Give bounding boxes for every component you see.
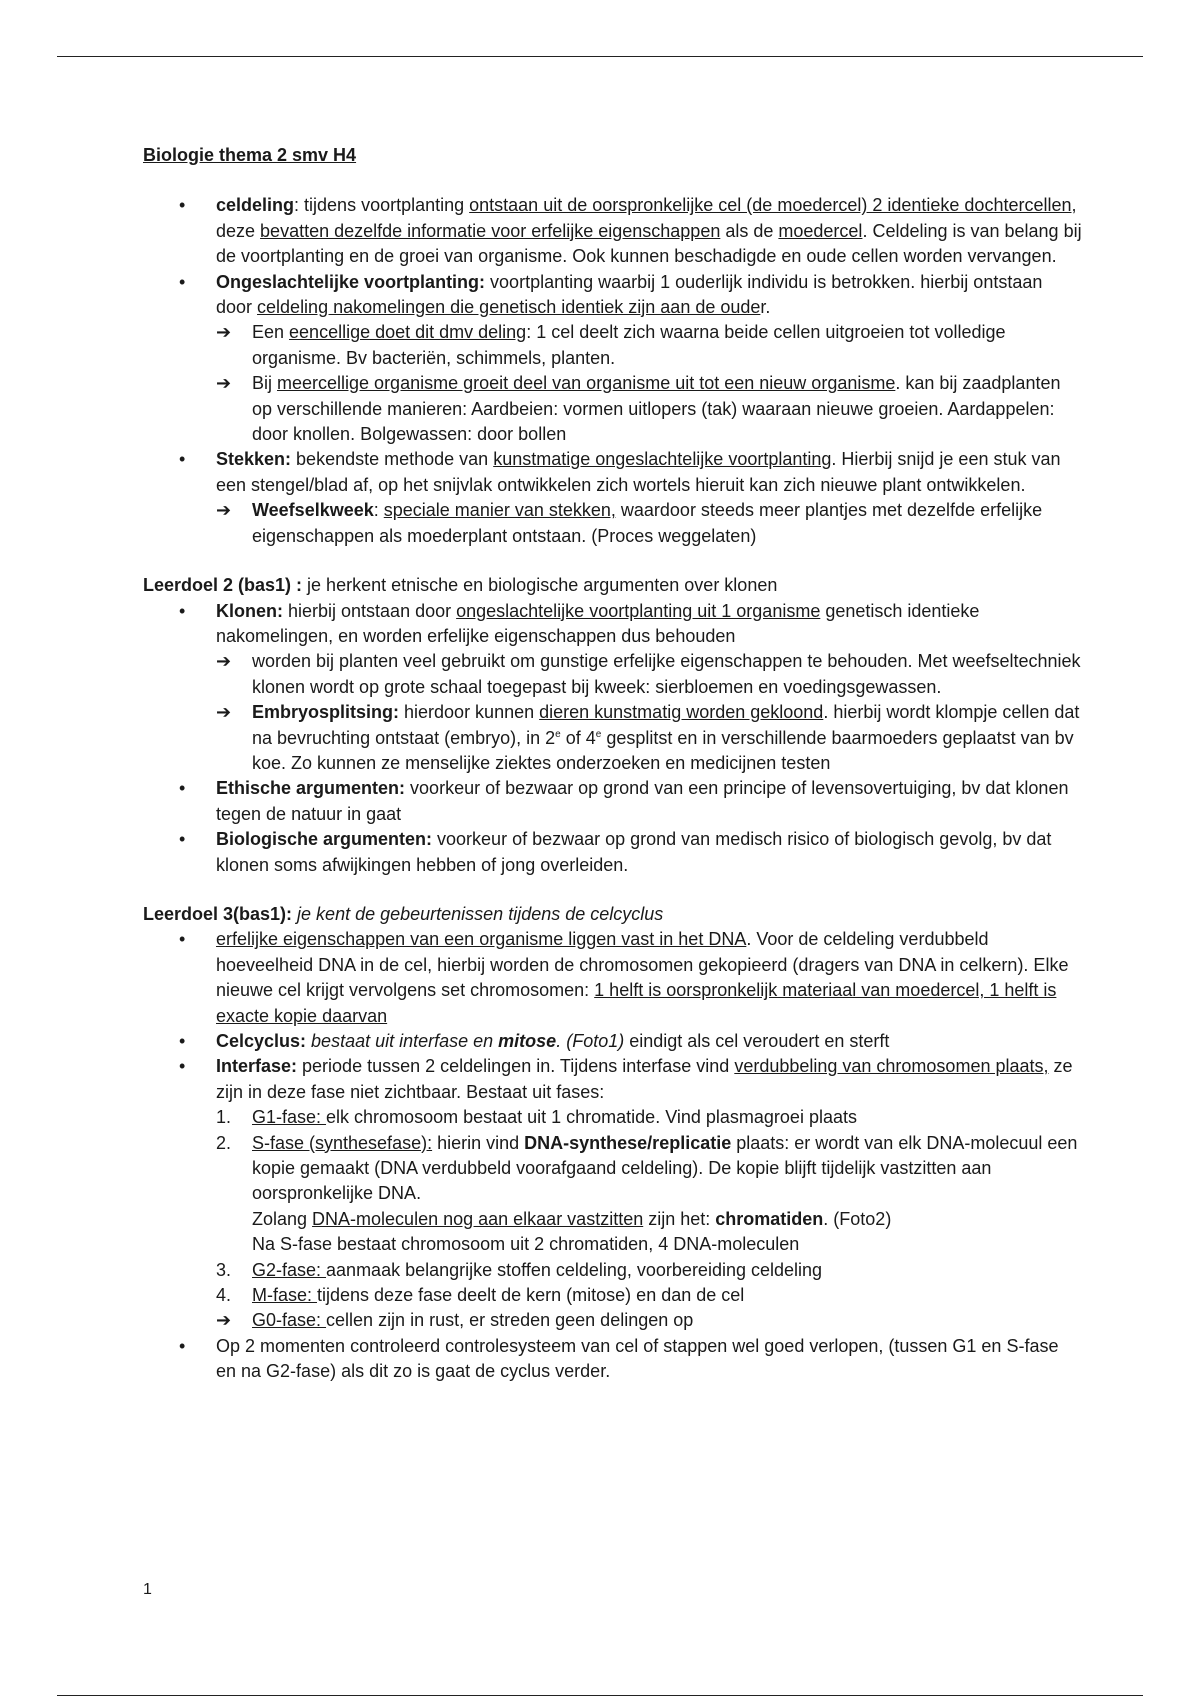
document-page <box>143 143 1083 1385</box>
arrow-right-icon: ➔ <box>216 651 232 672</box>
list-item-stekken: • Stekken: bekendste methode van kunstmatige ongeslachtelijke voortplanting. Hierbij snijd je een stuk van een stengel/blad af, op het snijvlak ontwikkelen zich wortels hieruit kan zich nieuwe plant ontwikkelen. <box>143 447 1083 498</box>
footer-rule <box>57 1695 1143 1696</box>
list-item-biologische-argumenten: • Biologische argumenten: voorkeur of bezwaar op grond van medisch risico of biologisch gevolg, bv dat klonen soms afwijkingen hebben of jong overleiden. <box>143 827 1083 878</box>
numbered-item-s-fase: 2. S-fase (synthesefase): hierin vind DNA-synthese/replicatie plaats: er wordt van elk DNA-molecuul een kopie gemaakt (DNA verdubbeld voorafgaand celdeling). De kopie blijft tijdelijk vastzitten aan oorspronkelijke DNA. Zolang DNA-moleculen nog aan elkaar vastzitten zijn het: chromatiden. (Foto2) Na S-fase bestaat chromosoom uit 2 chromatiden, 4 DNA-moleculen <box>216 1132 1078 1255</box>
sub-item-planten: ➔ worden bij planten veel gebruikt om gunstige erfelijke eigenschappen te behouden. Met weefseltechniek klonen wordt op grote schaal toegepast bij kweek: sierbloemen en voedingsgewassen. <box>216 651 1081 697</box>
section-heading-leerdoel-3: Leerdoel 3(bas1): je kent de gebeurtenissen tijdens de celcyclus <box>143 903 664 924</box>
list-item-ethische-argumenten: • Ethische argumenten: voorkeur of bezwaar op grond van een principe of levensovertuiging, bv dat klonen tegen de natuur in gaat <box>143 776 1083 827</box>
arrow-right-icon: ➔ <box>216 373 232 394</box>
intro-list <box>143 193 1083 320</box>
page-number: 1 <box>143 1581 152 1598</box>
numbered-item-g1-fase: 1. G1-fase: elk chromosoom bestaat uit 1 chromatide. Vind plasmagroei plaats <box>216 1107 857 1128</box>
arrow-right-icon: ➔ <box>216 1310 232 1331</box>
list-item-celdeling: • celdeling: tijdens voortplanting ontstaan uit de oorspronkelijke cel (de moedercel) 2 identieke dochtercellen, deze bevatten dezelfde informatie voor erfelijke eigenschappen als de moedercel. Celdeling is van belang bij de voortplanting en de groei van organisme. Ook kunnen beschadigde en oude cellen worden vervangen. <box>143 193 1083 269</box>
list-item-controle: • Op 2 momenten controleerd controlesysteem van cel of stappen wel goed verlopen, (tussen G1 en S-fase en na G2-fase) als dit zo is gaat de cyclus verder. <box>143 1334 1083 1385</box>
sub-item-weefselkweek: ➔ Weefselkweek: speciale manier van stekken, waardoor steeds meer plantjes met dezelfde erfelijke eigenschappen als moederplant ontstaan. (Proces weggelaten) <box>216 500 1043 546</box>
list-item-ongeslachtelijk: • Ongeslachtelijke voortplanting: voortplanting waarbij 1 ouderlijk individu is betrokken. hierbij ontstaan door celdeling nakomelingen die genetisch identiek zijn aan de ouder. <box>143 270 1083 321</box>
arrow-right-icon: ➔ <box>216 702 232 723</box>
sub-item-meercellig: ➔ Bij meercellige organisme groeit deel van organisme uit tot een nieuw organisme. kan bij zaadplanten op verschillende manieren: Aardbeien: vormen uitlopers (tak) waaraan nieuwe groeien. Aardappelen: door knollen. Bolgewassen: door bollen <box>216 373 1061 445</box>
numbered-item-m-fase: 4. M-fase: tijdens deze fase deelt de kern (mitose) en dan de cel <box>216 1285 745 1306</box>
sub-item-embryosplitsing: ➔ Embryosplitsing: hierdoor kunnen dieren kunstmatig worden gekloond. hierbij wordt klompje cellen dat na bevruchting ontstaat (embryo), in 2e of 4e gesplitst en in verschillende baarmoeders geplaatst van bv koe. Zo kunnen ze menselijke ziektes onderzoeken en medicijnen testen <box>216 702 1080 773</box>
list-item-celcyclus: • Celcyclus: bestaat uit interfase en mitose. (Foto1) eindigt als cel veroudert en sterft <box>143 1029 1083 1054</box>
section-heading-leerdoel-2: Leerdoel 2 (bas1) : je herkent etnische en biologische argumenten over klonen <box>143 575 778 596</box>
document-title: Biologie thema 2 smv H4 <box>143 145 357 165</box>
sub-item-g0-fase: ➔ G0-fase: cellen zijn in rust, er streden geen delingen op <box>143 1308 1083 1333</box>
numbered-item-g2-fase: 3. G2-fase: aanmaak belangrijke stoffen celdeling, voorbereiding celdeling <box>216 1259 823 1280</box>
list-item-interfase: • Interfase: periode tussen 2 celdelingen in. Tijdens interfase vind verdubbeling van chromosomen plaats, ze zijn in deze fase niet zichtbaar. Bestaat uit fases: <box>143 1054 1083 1105</box>
header-rule <box>57 56 1143 57</box>
list-item-dna: • erfelijke eigenschappen van een organisme liggen vast in het DNA. Voor de celdeling verdubbeld hoeveelheid DNA in de cel, hierbij worden de chromosomen gekopieerd (dragers van DNA in celkern). Elke nieuwe cel krijgt vervolgens set chromosomen: 1 helft is oorspronkelijk materiaal van moedercel, 1 helft is exacte kopie daarvan <box>143 927 1083 1029</box>
arrow-right-icon: ➔ <box>216 322 232 343</box>
list-item-klonen: • Klonen: hierbij ontstaan door ongeslachtelijke voortplanting uit 1 organisme genetisch identieke nakomelingen, en worden erfelijke eigenschappen dus behouden <box>143 599 1083 650</box>
sub-item-eencellig: ➔ Een eencellige doet dit dmv deling: 1 cel deelt zich waarna beide cellen uitgroeien tot volledige organisme. Bv bacteriën, schimmels, planten. <box>216 322 1006 368</box>
arrow-right-icon: ➔ <box>216 500 232 521</box>
